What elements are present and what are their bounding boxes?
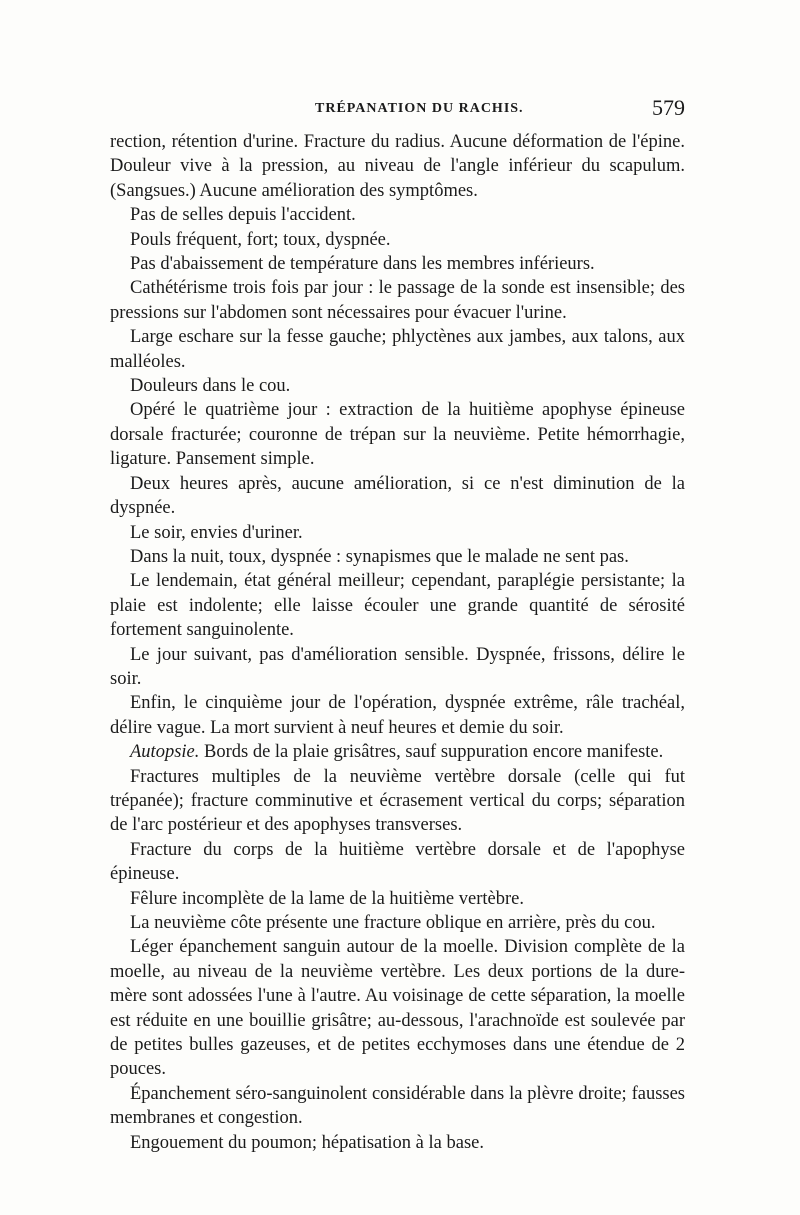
paragraph: [110, 374, 685, 398]
paragraph: [110, 228, 685, 252]
paragraph-text: Léger épanchement sanguin autour de la moelle. Division complète de la moelle, au niveau de la neuvième vertèbre. Les deux portions de la dure-mère sont adossées l'une à l'autre. Au voisinage de cette séparation, la moelle est réduite en une bouillie grisâtre; au-dessous, l'arachnoïde est soulevée par de petites bulles gazeuses, et de petites ecchymoses dans une étendue de 2 pouces.: [110, 937, 685, 1080]
paragraph: [110, 765, 685, 838]
paragraph: [110, 1082, 685, 1131]
paragraph-text: Fêlure incomplète de la lame de la huitième vertèbre.: [130, 888, 524, 909]
paragraph: [110, 691, 685, 740]
paragraph-text: Pas de selles depuis l'accident.: [130, 205, 356, 226]
paragraph-text: Le soir, envies d'uriner.: [130, 522, 303, 543]
paragraph-text: Dans la nuit, toux, dyspnée : synapismes que le malade ne sent pas.: [130, 546, 629, 567]
paragraph-text: Large eschare sur la fesse gauche; phlyctènes aux jambes, aux talons, aux malléoles.: [110, 327, 685, 372]
paragraph: [110, 740, 685, 764]
paragraph: [110, 203, 685, 227]
paragraph: [110, 643, 685, 692]
paragraph-text: Épanchement séro-sanguinolent considérable dans la plèvre droite; fausses membranes et congestion.: [110, 1083, 685, 1129]
paragraph-text: Fracture du corps de la huitième vertèbre dorsale et de l'apophyse épineuse.: [110, 839, 685, 885]
paragraph-text: Pas d'abaissement de température dans les membres inférieurs.: [130, 254, 595, 275]
body-text: [110, 130, 685, 1155]
paragraph: [110, 1131, 685, 1155]
section-heading: Autopsie.: [130, 742, 200, 763]
paragraph-text: Opéré le quatrième jour : extraction de la huitième apophyse épineuse dorsale fracturée; couronne de trépan sur la neuvième. Petite hémorrhagie, ligature. Pansement simple.: [110, 400, 685, 470]
page-number: 579: [652, 95, 685, 120]
paragraph: [110, 545, 685, 569]
paragraph: [110, 838, 685, 887]
running-title: TRÉPANATION DU RACHIS.: [315, 101, 524, 116]
paragraph: [110, 130, 685, 203]
paragraph-text: Deux heures après, aucune amélioration, si ce n'est diminution de la dyspnée.: [110, 473, 685, 519]
paragraph-text: Le jour suivant, pas d'amélioration sensible. Dyspnée, frissons, délire le soir.: [110, 644, 685, 689]
paragraph: [110, 935, 685, 1081]
paragraph-text: Engouement du poumon; hépatisation à la base.: [130, 1132, 484, 1153]
paragraph-text: Douleurs dans le cou.: [130, 376, 291, 397]
paragraph: [110, 276, 685, 325]
paragraph-text: Bords de la plaie grisâtres, sauf suppuration encore manifeste.: [199, 742, 664, 763]
paragraph-text: Le lendemain, état général meilleur; cependant, paraplégie persistante; la plaie est indolente; elle laisse écouler une grande quantité de sérosité fortement sanguinolente.: [110, 571, 685, 641]
paragraph: [110, 521, 685, 545]
paragraph: [110, 569, 685, 642]
paragraph: [110, 887, 685, 911]
paragraph-text: La neuvième côte présente une fracture oblique en arrière, près du cou.: [130, 913, 656, 933]
paragraph: [110, 398, 685, 471]
paragraph-text: rection, rétention d'urine. Fracture du radius. Aucune déformation de l'épine. Douleur vive à la pression, au niveau de l'angle inférieur du scapulum. (Sangsues.) Aucune amélioration des symptômes.: [110, 132, 685, 201]
paragraph: [110, 252, 685, 276]
paragraph-text: Cathétérisme trois fois par jour : le passage de la sonde est insensible; des pressions sur l'abdomen sont nécessaires pour évacuer l'urine.: [110, 278, 685, 323]
paragraph: [110, 325, 685, 374]
paragraph: [110, 911, 685, 935]
paragraph: [110, 472, 685, 521]
paragraph-text: Pouls fréquent, fort; toux, dyspnée.: [130, 229, 391, 250]
paragraph-text: Fractures multiples de la neuvième vertèbre dorsale (celle qui fut trépanée); fracture comminutive et écrasement vertical du corps; séparation de l'arc postérieur et des apophyses transverses.: [110, 766, 685, 836]
page-header: [110, 95, 685, 125]
paragraph-text: Enfin, le cinquième jour de l'opération, dyspnée extrême, râle trachéal, délire vague. La mort survient à neuf heures et demie du soir.: [110, 693, 685, 738]
